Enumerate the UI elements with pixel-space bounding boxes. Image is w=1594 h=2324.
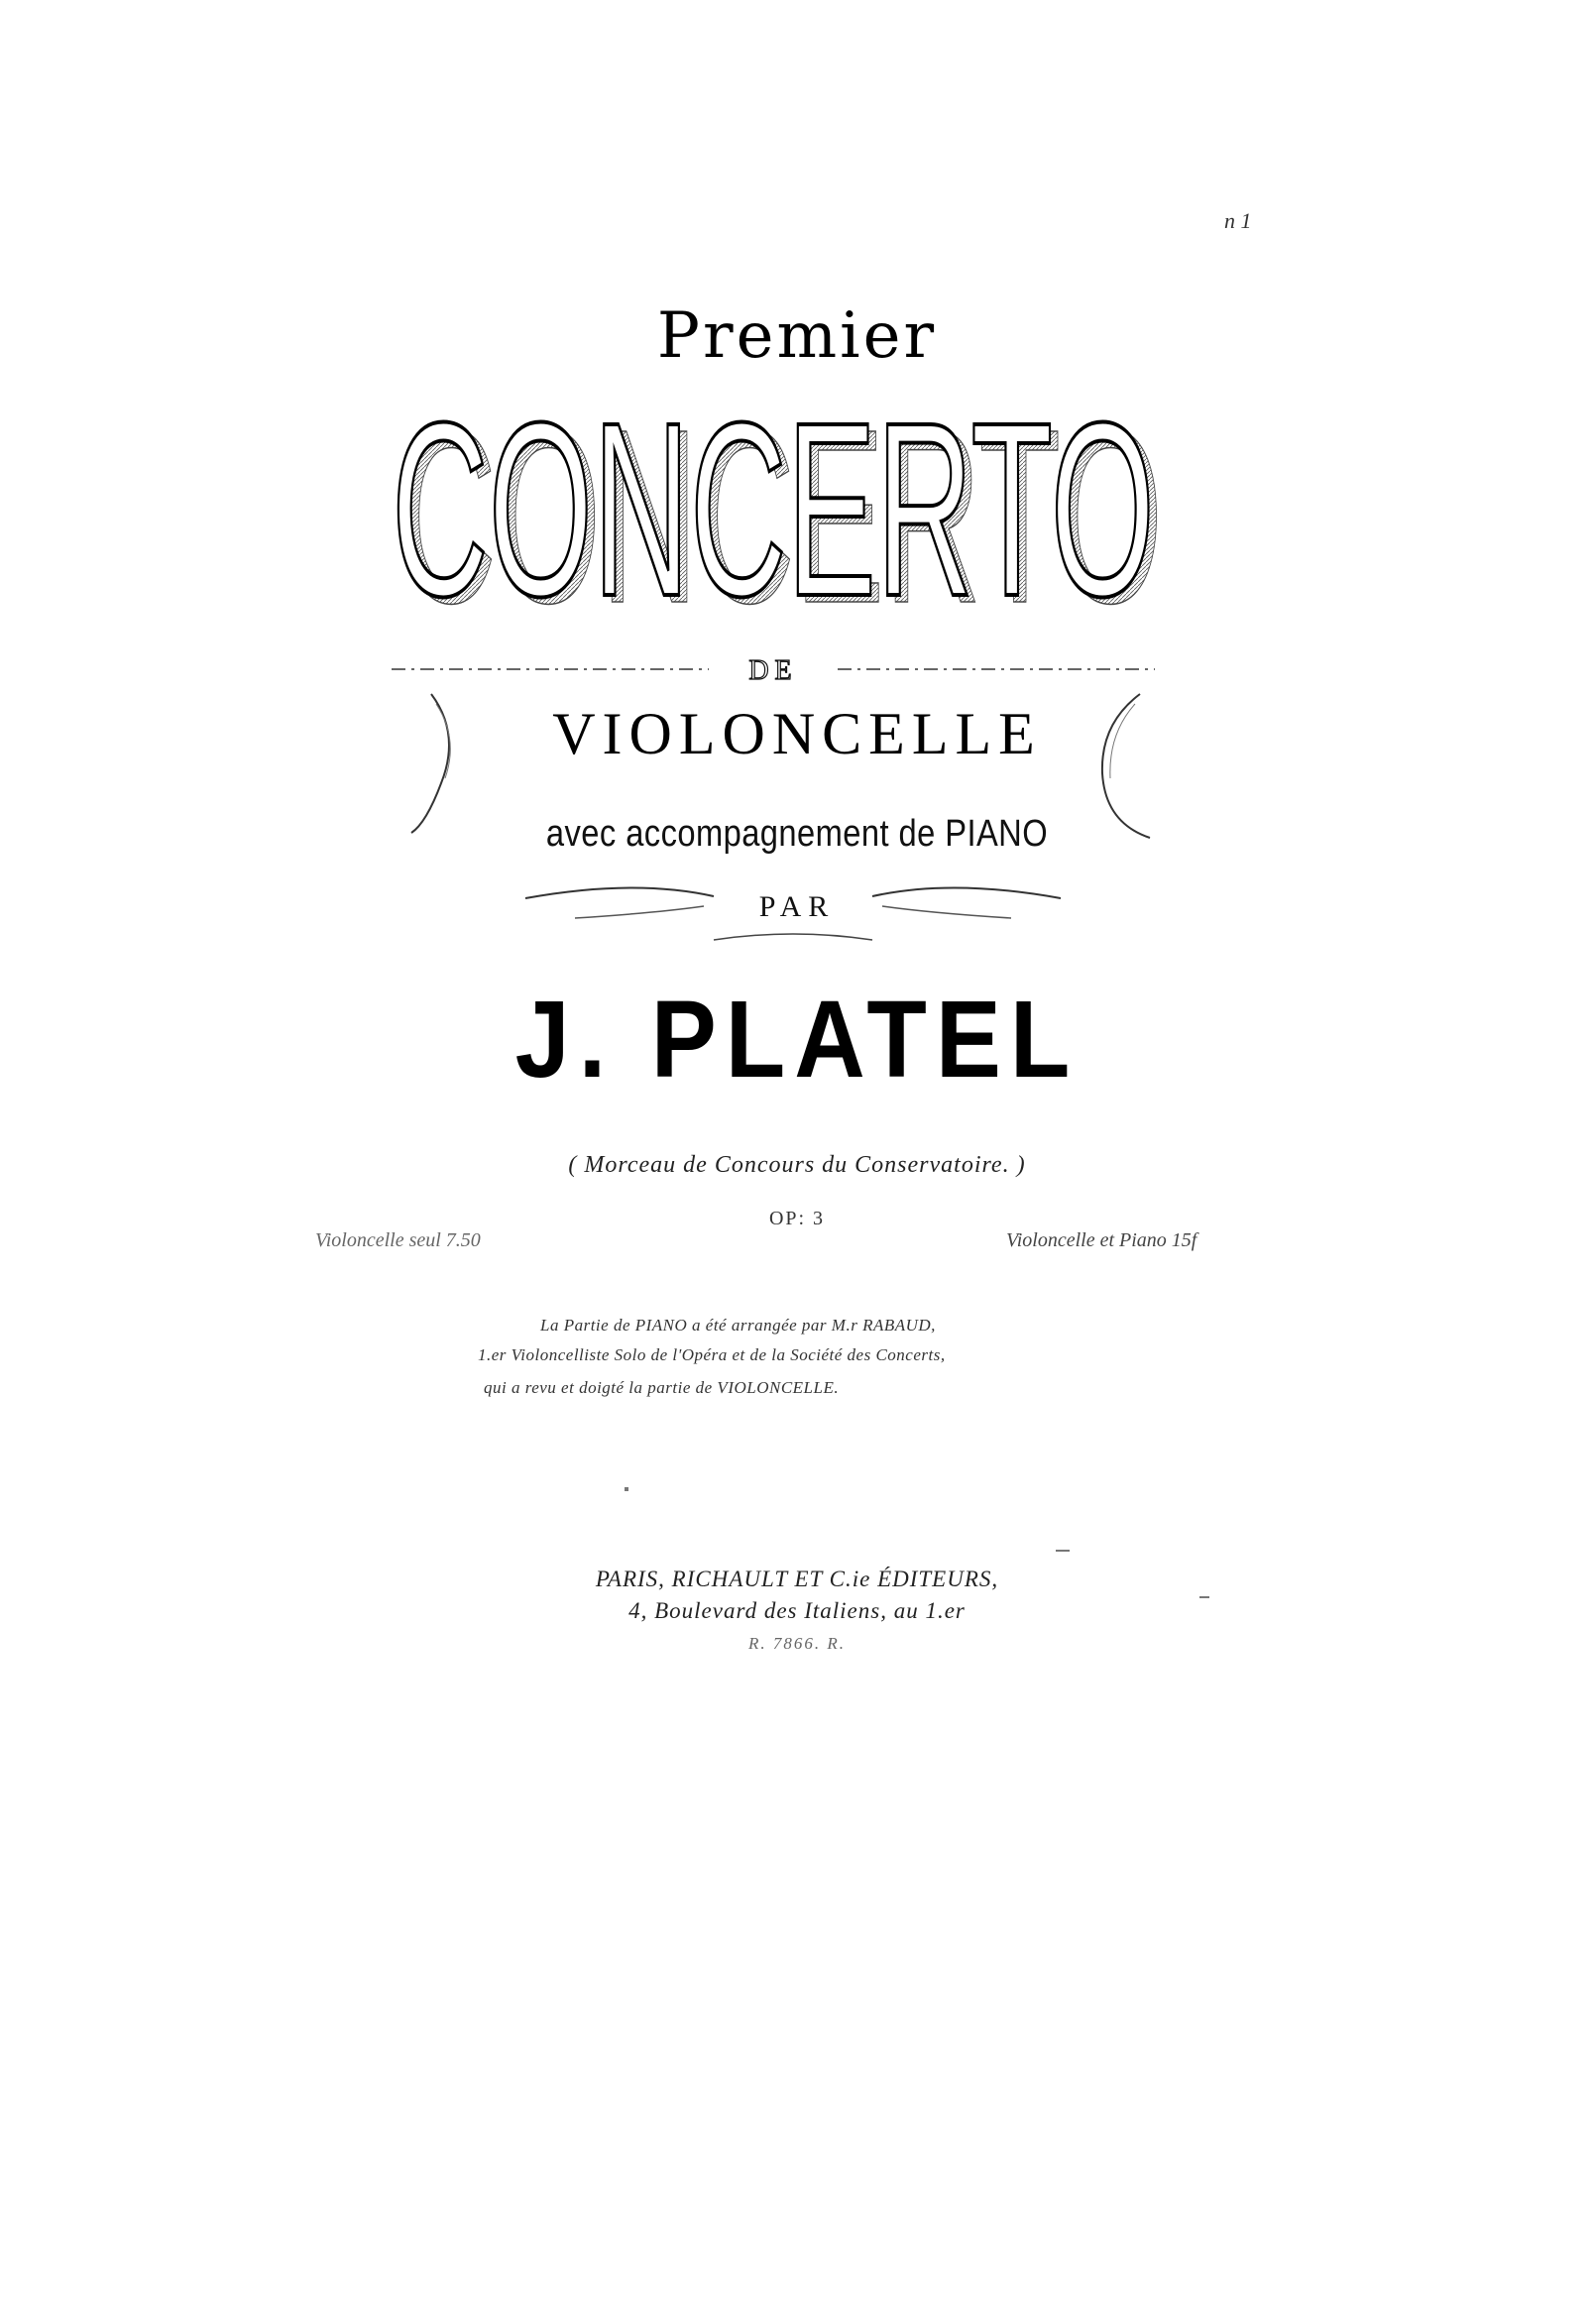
title-concerto bbox=[377, 372, 1170, 625]
composer-name: J. PLATEL bbox=[514, 979, 1080, 1101]
arranger-note-line-3: qui a revu et doigté la partie de VIOLONCELLE. bbox=[484, 1378, 840, 1397]
title-instrument: VIOLONCELLE bbox=[552, 701, 1042, 766]
price-cello-solo: Violoncelle seul 7.50 bbox=[315, 1229, 481, 1251]
title-de: DE bbox=[748, 655, 798, 686]
scan-speck bbox=[1199, 1596, 1209, 1598]
scan-speck bbox=[1056, 1550, 1070, 1552]
publisher-name: PARIS, RICHAULT ET C.ie ÉDITEURS, bbox=[595, 1567, 999, 1591]
publisher-address: 4, Boulevard des Italiens, au 1.er bbox=[628, 1598, 966, 1623]
concerto-main: CONCERTO bbox=[392, 372, 1155, 625]
de-rule bbox=[392, 649, 1155, 689]
scan-speck bbox=[625, 1487, 628, 1491]
arranger-note-line-1: La Partie de PIANO a été arrangée par M.r RABAUD, bbox=[540, 1316, 936, 1335]
accompaniment-line: avec accompagnement de PIANO bbox=[545, 813, 1049, 855]
opus-number: OP: 3 bbox=[768, 1208, 826, 1229]
price-cello-piano: Violoncelle et Piano 15f bbox=[1006, 1229, 1197, 1251]
concerto-shadow: CONCERTO bbox=[399, 378, 1163, 625]
concerto-inline: CONCERTO bbox=[392, 372, 1155, 625]
corner-pencil-mark: n 1 bbox=[1224, 208, 1252, 233]
title-premier: Premier bbox=[656, 299, 938, 373]
arranger-note-line-2: 1.er Violoncelliste Solo de l'Opéra et de la Société des Concerts, bbox=[478, 1345, 946, 1364]
plate-number: R. 7866. R. bbox=[747, 1634, 847, 1653]
subtitle-morceau: ( Morceau de Concours du Conservatoire. ) bbox=[568, 1152, 1026, 1178]
concerto-lettering bbox=[377, 372, 1170, 625]
title-par: PAR bbox=[758, 890, 836, 923]
